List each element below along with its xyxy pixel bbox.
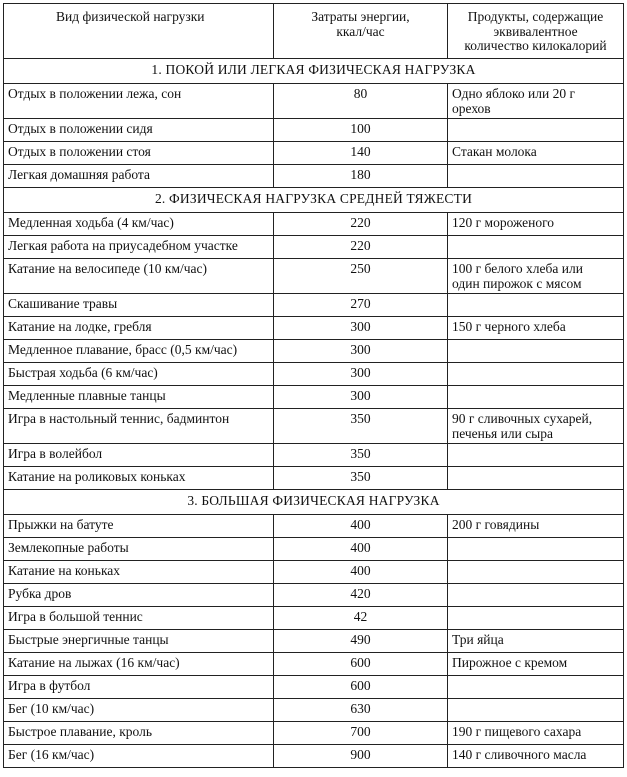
energy-cell: 420 <box>274 584 448 607</box>
food-equivalent-cell <box>448 363 624 386</box>
section-header-row <box>4 188 624 213</box>
table-row <box>4 165 624 188</box>
table-row <box>4 259 624 294</box>
table-row <box>4 676 624 699</box>
food-equivalent-cell: 120 г мороженого <box>448 213 624 236</box>
activity-cell: Бег (16 км/час) <box>4 745 274 768</box>
food-equivalent-cell <box>448 294 624 317</box>
activity-cell: Бег (10 км/час) <box>4 699 274 722</box>
food-equivalent-cell: Три яйца <box>448 630 624 653</box>
food-equivalent-cell: Одно яблоко или 20 г орехов <box>448 84 624 119</box>
activity-cell: Катание на лыжах (16 км/час) <box>4 653 274 676</box>
activity-cell: Игра в футбол <box>4 676 274 699</box>
table-row <box>4 515 624 538</box>
activity-cell: Землекопные работы <box>4 538 274 561</box>
table-row <box>4 294 624 317</box>
activity-cell: Отдых в положении стоя <box>4 142 274 165</box>
table-row <box>4 607 624 630</box>
food-equivalent-cell <box>448 467 624 490</box>
energy-cell: 350 <box>274 409 448 444</box>
food-equivalent-cell <box>448 340 624 363</box>
energy-cell: 270 <box>274 294 448 317</box>
table-row <box>4 409 624 444</box>
food-equivalent-cell: Пирожное с кремом <box>448 653 624 676</box>
header-foods: Продукты, содержащие эквивалентное количество килокалорий <box>448 4 624 59</box>
energy-cell: 600 <box>274 653 448 676</box>
energy-cell: 100 <box>274 119 448 142</box>
energy-expenditure-table <box>3 3 624 768</box>
activity-cell: Быстрая ходьба (6 км/час) <box>4 363 274 386</box>
energy-cell: 630 <box>274 699 448 722</box>
table-row <box>4 119 624 142</box>
food-equivalent-cell: 100 г белого хлеба или один пирожок с мясом <box>448 259 624 294</box>
food-equivalent-cell <box>448 236 624 259</box>
energy-cell: 140 <box>274 142 448 165</box>
energy-cell: 220 <box>274 213 448 236</box>
activity-cell: Прыжки на батуте <box>4 515 274 538</box>
energy-cell: 300 <box>274 386 448 409</box>
food-equivalent-cell: 200 г говядины <box>448 515 624 538</box>
activity-cell: Отдых в положении сидя <box>4 119 274 142</box>
table-row <box>4 84 624 119</box>
section-title: 1. ПОКОЙ ИЛИ ЛЕГКАЯ ФИЗИЧЕСКАЯ НАГРУЗКА <box>4 59 624 84</box>
energy-cell: 400 <box>274 538 448 561</box>
activity-cell: Скашивание травы <box>4 294 274 317</box>
energy-cell: 350 <box>274 444 448 467</box>
activity-cell: Медленная ходьба (4 км/час) <box>4 213 274 236</box>
activity-cell: Рубка дров <box>4 584 274 607</box>
table-row <box>4 467 624 490</box>
section-header-row <box>4 490 624 515</box>
food-equivalent-cell: 150 г черного хлеба <box>448 317 624 340</box>
table-row <box>4 561 624 584</box>
table-row <box>4 213 624 236</box>
section-title: 3. БОЛЬШАЯ ФИЗИЧЕСКАЯ НАГРУЗКА <box>4 490 624 515</box>
table-row <box>4 630 624 653</box>
energy-cell: 300 <box>274 317 448 340</box>
table-row <box>4 699 624 722</box>
table-row <box>4 722 624 745</box>
table-row <box>4 236 624 259</box>
energy-cell: 180 <box>274 165 448 188</box>
energy-cell: 400 <box>274 561 448 584</box>
energy-cell: 220 <box>274 236 448 259</box>
food-equivalent-cell <box>448 119 624 142</box>
activity-cell: Быстрые энергичные танцы <box>4 630 274 653</box>
food-equivalent-cell <box>448 386 624 409</box>
table-header <box>4 4 624 59</box>
activity-cell: Игра в волейбол <box>4 444 274 467</box>
energy-cell: 900 <box>274 745 448 768</box>
energy-cell: 350 <box>274 467 448 490</box>
energy-cell: 490 <box>274 630 448 653</box>
food-equivalent-cell: 90 г сливочных сухарей, печенья или сыра <box>448 409 624 444</box>
food-equivalent-cell <box>448 607 624 630</box>
section-title: 2. ФИЗИЧЕСКАЯ НАГРУЗКА СРЕДНЕЙ ТЯЖЕСТИ <box>4 188 624 213</box>
activity-cell: Катание на велосипеде (10 км/час) <box>4 259 274 294</box>
energy-cell: 300 <box>274 363 448 386</box>
table-body <box>4 59 624 768</box>
food-equivalent-cell <box>448 538 624 561</box>
table-row <box>4 653 624 676</box>
energy-cell: 600 <box>274 676 448 699</box>
activity-cell: Катание на коньках <box>4 561 274 584</box>
table-row <box>4 386 624 409</box>
section-header-row <box>4 59 624 84</box>
food-equivalent-cell <box>448 584 624 607</box>
activity-cell: Катание на роликовых коньках <box>4 467 274 490</box>
table-row <box>4 538 624 561</box>
food-equivalent-cell: 190 г пищевого сахара <box>448 722 624 745</box>
food-equivalent-cell <box>448 676 624 699</box>
food-equivalent-cell: Стакан молока <box>448 142 624 165</box>
activity-cell: Игра в большой теннис <box>4 607 274 630</box>
food-equivalent-cell <box>448 165 624 188</box>
header-energy: Затраты энергии, ккал/час <box>274 4 448 59</box>
activity-cell: Катание на лодке, гребля <box>4 317 274 340</box>
energy-cell: 300 <box>274 340 448 363</box>
activity-cell: Легкая работа на приусадебном участке <box>4 236 274 259</box>
activity-cell: Медленное плавание, брасс (0,5 км/час) <box>4 340 274 363</box>
food-equivalent-cell <box>448 699 624 722</box>
table-row <box>4 584 624 607</box>
table-row <box>4 444 624 467</box>
table-row <box>4 363 624 386</box>
activity-cell: Отдых в положении лежа, сон <box>4 84 274 119</box>
table-row <box>4 142 624 165</box>
energy-cell: 80 <box>274 84 448 119</box>
energy-cell: 700 <box>274 722 448 745</box>
header-activity: Вид физической нагрузки <box>4 4 274 59</box>
food-equivalent-cell <box>448 444 624 467</box>
activity-cell: Легкая домашняя работа <box>4 165 274 188</box>
energy-cell: 42 <box>274 607 448 630</box>
activity-cell: Быстрое плавание, кроль <box>4 722 274 745</box>
activity-cell: Игра в настольный теннис, бадминтон <box>4 409 274 444</box>
table-row <box>4 745 624 768</box>
energy-cell: 400 <box>274 515 448 538</box>
food-equivalent-cell <box>448 561 624 584</box>
table-row <box>4 340 624 363</box>
food-equivalent-cell: 140 г сливочного масла <box>448 745 624 768</box>
energy-cell: 250 <box>274 259 448 294</box>
table-row <box>4 317 624 340</box>
activity-cell: Медленные плавные танцы <box>4 386 274 409</box>
